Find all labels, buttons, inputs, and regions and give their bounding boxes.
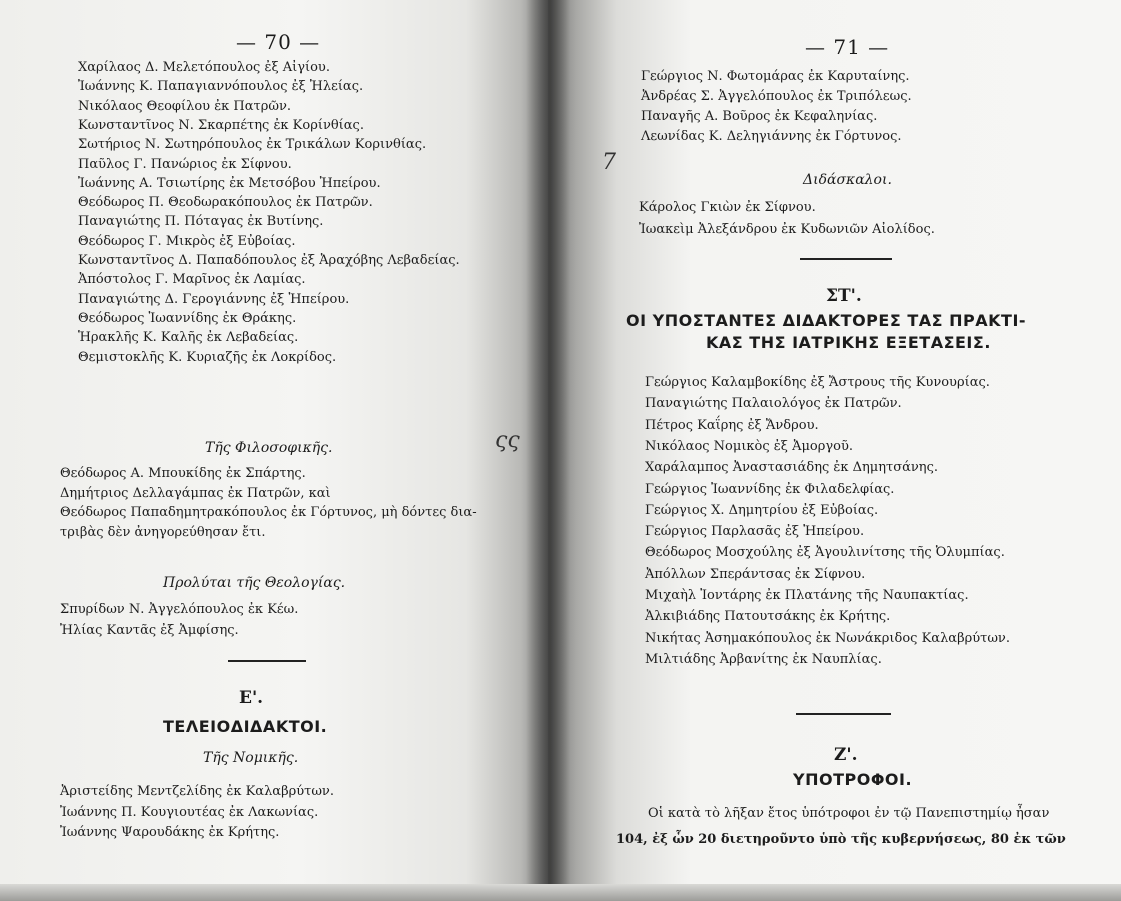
name-line: Ἰωάννης Α. Τσιωτίρης ἐκ Μετσόβου Ἠπείρου. xyxy=(78,175,381,191)
name-line: Χαρίλαος Δ. Μελετόπουλος ἐξ Αἰγίου. xyxy=(78,60,330,75)
page-number-right: — 71 — xyxy=(805,35,890,59)
section-letter-e: Ε'. xyxy=(239,688,264,708)
name-line: Πέτρος Καΐρης ἐξ Ἄνδρου. xyxy=(645,417,819,433)
section-divider xyxy=(228,660,306,662)
paragraph-line-1: Οἱ κατὰ τὸ λῆξαν ἔτος ὑπότροφοι ἐν τῷ Πανεπιστημίῳ ἦσαν xyxy=(648,806,1050,821)
name-line: Κωνσταντῖνος Ν. Σκαρπέτης ἐκ Κορίνθίας. xyxy=(78,117,364,133)
name-line: Θεόδωρος Ἰωαννίδης ἐκ Θράκης. xyxy=(78,310,297,326)
name-line: Μιχαὴλ Ἰοντάρης ἐκ Πλατάνης τῆς Ναυπακτίας. xyxy=(645,588,969,603)
name-line: Γεώργιος Χ. Δημητρίου ἐξ Εὐβοίας. xyxy=(645,502,879,518)
section-letter-st: ΣΤ'. xyxy=(826,286,862,306)
heading-teachers: Διδάσκαλοι. xyxy=(803,172,892,188)
name-line: Ἰωάννης Ψαρουδάκης ἐκ Κρήτης. xyxy=(60,825,280,840)
name-line: Σωτήριος Ν. Σωτηρόπουλος ἐκ Τρικάλων Κορινθίας. xyxy=(78,137,427,153)
name-line: Θεόδωρος Π. Θεοδωρακόπουλος ἐκ Πατρῶν. xyxy=(78,195,373,211)
name-line: Σπυρίδων Ν. Ἀγγελόπουλος ἐκ Κέω. xyxy=(60,602,299,617)
section-title-st-line2: ΚΑΣ ΤΗΣ ΙΑΤΡΙΚΗΣ ΕΞΕΤΑΣΕΙΣ. xyxy=(706,333,991,352)
page-bottom-edge xyxy=(0,884,1121,901)
heading-theology: Προλύται τῆς Θεολογίας. xyxy=(163,575,346,591)
page-number-left: — 70 — xyxy=(236,30,321,54)
section-title-st-line1: ΟΙ ΥΠΟΣΤΑΝΤΕΣ ΔΙΔΑΚΤΟΡΕΣ ΤΑΣ ΠΡΑΚΤΙ- xyxy=(626,311,1027,330)
name-line: Ἀριστείδης Μεντζελίδης ἐκ Καλαβρύτων. xyxy=(60,784,334,799)
name-line: Ἰωάννης Κ. Παπαγιαννόπουλος ἐξ Ἠλείας. xyxy=(78,79,364,95)
name-line: Παναγιώτης Π. Πόταγας ἐκ Βυτίνης. xyxy=(78,214,324,230)
name-line: Νικόλαος Θεοφίλου ἐκ Πατρῶν. xyxy=(78,98,292,114)
name-line: Χαράλαμπος Ἀναστασιάδης ἐκ Δημητσάνης. xyxy=(645,460,938,476)
name-line: Θεόδωρος Γ. Μικρὸς ἐξ Εὐβοίας. xyxy=(78,233,296,249)
book-gutter xyxy=(526,0,570,901)
name-line: Νικήτας Ἀσημακόπουλος ἐκ Νωνάκριδος Καλαβρύτων. xyxy=(645,630,1010,646)
name-line: Ἀλκιβιάδης Πατουτσάκης ἐκ Κρήτης. xyxy=(645,609,891,625)
section-divider xyxy=(796,713,891,715)
name-line: Γεώργιος Καλαμβοκίδης ἐξ Ἄστρους τῆς Κυνουρίας. xyxy=(645,375,990,390)
name-line: Ἀνδρέας Σ. Ἀγγελόπουλος ἐκ Τριπόλεως. xyxy=(641,89,912,104)
name-line: Νικόλαος Νομικὸς ἐξ Ἀμοργοῦ. xyxy=(645,438,853,454)
name-line: Ἡρακλῆς Κ. Καλῆς ἐκ Λεβαδείας. xyxy=(78,330,299,346)
name-line: Θεόδωρος Α. Μπουκίδης ἐκ Σπάρτης. xyxy=(60,466,306,481)
name-line: Παναγῆς Α. Βοῦρος ἐκ Κεφαληνίας. xyxy=(641,109,878,124)
name-line: Ἀπόστολος Γ. Μαρῖνος ἐκ Λαμίας. xyxy=(78,272,306,288)
paragraph-line-2: 104, ἐξ ὧν 20 διετηροῦντο ὑπὸ τῆς κυβερνήσεως, 80 ἐκ τῶν xyxy=(616,832,1066,847)
right-page xyxy=(548,0,1121,901)
margin-note-right: 7 xyxy=(602,150,616,175)
section-title-teleiodidaktoi: ΤΕΛΕΙΟΔΙΔΑΚΤΟΙ. xyxy=(163,717,328,736)
name-line: Δημήτριος Δελλαγάμπας ἐκ Πατρῶν, καὶ xyxy=(60,485,331,501)
name-line: Γεώργιος Ν. Φωτομάρας ἐκ Καρυταίνης. xyxy=(641,69,910,84)
heading-law: Τῆς Νομικῆς. xyxy=(203,750,299,766)
name-line: Παῦλος Γ. Πανώριος ἐκ Σίφνου. xyxy=(78,156,292,172)
name-line: Ἀπόλλων Σπεράντσας ἐκ Σίφνου. xyxy=(645,566,866,582)
name-line: Λεωνίδας Κ. Δεληγιάννης ἐκ Γόρτυνος. xyxy=(641,129,902,144)
name-line: Παναγιώτης Δ. Γερογιάννης ἐξ Ἠπείρου. xyxy=(78,291,350,307)
name-line: Ἰωάννης Π. Κουγιουτέας ἐκ Λακωνίας. xyxy=(60,804,319,820)
name-line: Μιλτιάδης Ἀρβανίτης ἐκ Ναυπλίας. xyxy=(645,651,882,667)
name-line: τριβὰς δὲν ἀνηγορεύθησαν ἔτι. xyxy=(60,525,266,541)
name-line: Ἠλίας Καντᾶς ἐξ Ἀμφίσης. xyxy=(60,623,239,638)
name-line: Κάρολος Γκιὼν ἐκ Σίφνου. xyxy=(639,200,816,215)
name-line: Παναγιώτης Παλαιολόγος ἐκ Πατρῶν. xyxy=(645,396,902,412)
name-line: Θεόδωρος Μοσχούλης ἐξ Ἀγουλινίτσης τῆς Ὀλυμπίας. xyxy=(645,545,1005,561)
name-line: Γεώργιος Ἰωαννίδης ἐκ Φιλαδελφίας. xyxy=(645,481,895,497)
section-letter-z: Ζ'. xyxy=(834,745,858,765)
section-divider xyxy=(800,258,892,260)
margin-note-gutter: ςς xyxy=(495,428,520,453)
name-line: Κωνσταντῖνος Δ. Παπαδόπουλος ἐξ Ἀραχόβης Λεβαδείας. xyxy=(78,253,460,268)
heading-philosophy: Τῆς Φιλοσοφικῆς. xyxy=(205,440,333,456)
section-title-ypotrofoi: ΥΠΟΤΡΟΦΟΙ. xyxy=(793,770,913,789)
name-line: Ἰωακεὶμ Ἀλεξάνδρου ἐκ Κυδωνιῶν Αἰολίδος. xyxy=(639,222,935,237)
name-line: Θεόδωρος Παπαδημητρακόπουλος ἐκ Γόρτυνος, μὴ δόντες δια- xyxy=(60,505,477,521)
name-line: Θεμιστοκλῆς Κ. Κυριαζῆς ἐκ Λοκρίδος. xyxy=(78,349,337,365)
name-line: Γεώργιος Παρλασᾶς ἐξ Ἠπείρου. xyxy=(645,524,865,540)
left-page xyxy=(0,0,548,901)
